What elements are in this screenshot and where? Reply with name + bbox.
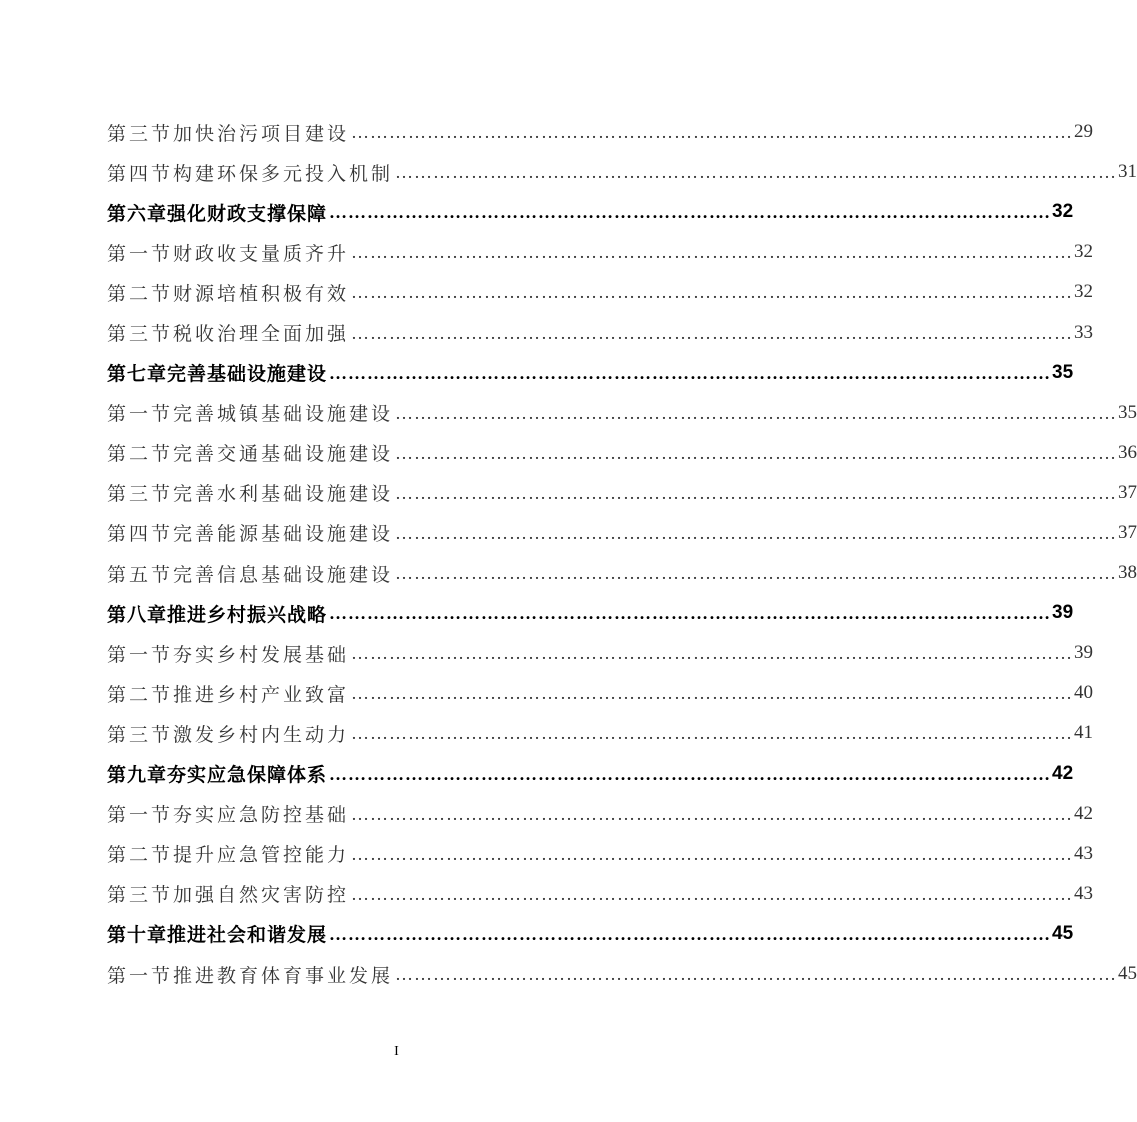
toc-entry-page: 42 — [1052, 762, 1074, 784]
toc-leader-dots: …………………………………………………………………………………………………… — [351, 122, 1074, 143]
toc-leader-dots: …………………………………………………………………………………………………… — [395, 162, 1118, 183]
toc-entry-page: 37 — [1118, 481, 1137, 503]
toc-section-entry[interactable] — [107, 272, 1094, 312]
toc-entry-title: 加强自然灾害防控 — [173, 884, 350, 907]
toc-entry-number: 第三节 — [107, 884, 174, 907]
toc-section-entry[interactable] — [107, 553, 1137, 593]
toc-entry-title: 夯实应急防控基础 — [173, 804, 350, 827]
toc-entry-number: 第一节 — [107, 643, 174, 666]
toc-entry-title: 夯实乡村发展基础 — [173, 643, 350, 666]
toc-entry-title: 完善交通基础设施建设 — [173, 443, 394, 466]
toc-section-entry[interactable] — [107, 112, 1094, 152]
toc-entry-title: 完善水利基础设施建设 — [173, 483, 394, 506]
toc-entry-title: 推进社会和谐发展 — [167, 924, 328, 947]
toc-leader-dots: …………………………………………………………………………………………………… — [351, 322, 1074, 343]
toc-entry-page: 31 — [1118, 161, 1137, 183]
toc-section-entry[interactable] — [107, 713, 1094, 753]
toc-entry-number: 第三节 — [107, 483, 174, 506]
toc-leader-dots: …………………………………………………………………………………………………… — [351, 723, 1074, 744]
toc-entry-number: 第八章 — [107, 603, 168, 626]
toc-entry-title: 加快治污项目建设 — [173, 122, 350, 145]
toc-leader-dots: …………………………………………………………………………………………………… — [329, 763, 1052, 784]
toc-leader-dots: …………………………………………………………………………………………………… — [351, 242, 1074, 263]
page-number-footer: I — [394, 1044, 399, 1059]
toc-entry-number: 第九章 — [107, 764, 168, 787]
toc-entry-page: 32 — [1074, 241, 1094, 263]
toc-entry-page: 39 — [1074, 642, 1094, 664]
toc-entry-title: 构建环保多元投入机制 — [173, 162, 394, 185]
toc-entry-title: 财源培植积极有效 — [173, 282, 350, 305]
toc-leader-dots: …………………………………………………………………………………………………… — [351, 643, 1074, 664]
toc-entry-number: 第四节 — [107, 523, 174, 546]
toc-section-entry[interactable] — [107, 393, 1137, 433]
toc-entry-number: 第七章 — [107, 363, 168, 386]
toc-entry-title: 激发乡村内生动力 — [173, 723, 350, 746]
toc-entry-page: 37 — [1118, 521, 1137, 543]
toc-entry-number: 第十章 — [107, 924, 168, 947]
toc-section-entry[interactable] — [107, 473, 1137, 513]
toc-entry-number: 第三节 — [107, 723, 174, 746]
toc-entry-title: 强化财政支撑保障 — [167, 202, 328, 225]
toc-section-entry[interactable] — [107, 152, 1137, 192]
toc-entry-title: 完善信息基础设施建设 — [173, 563, 394, 586]
toc-entry-number: 第二节 — [107, 844, 174, 867]
toc-entry-page: 29 — [1074, 121, 1094, 143]
toc-entry-page: 33 — [1074, 321, 1094, 343]
toc-entry-title: 完善基础设施建设 — [167, 363, 328, 386]
toc-entry-page: 35 — [1052, 361, 1074, 383]
toc-entry-number: 第二节 — [107, 282, 174, 305]
toc-entry-page: 32 — [1074, 281, 1094, 303]
toc-chapter-entry[interactable] — [107, 593, 1074, 633]
toc-section-entry[interactable] — [107, 673, 1094, 713]
toc-section-entry[interactable] — [107, 513, 1137, 553]
toc-entry-title: 财政收支量质齐升 — [173, 242, 350, 265]
toc-entry-number: 第一节 — [107, 804, 174, 827]
toc-chapter-entry[interactable] — [107, 914, 1074, 954]
toc-entry-number: 第二节 — [107, 683, 174, 706]
toc-entry-title: 完善城镇基础设施建设 — [173, 403, 394, 426]
toc-chapter-entry[interactable] — [107, 754, 1074, 794]
toc-leader-dots: …………………………………………………………………………………………………… — [351, 282, 1074, 303]
toc-entry-page: 35 — [1118, 401, 1137, 423]
toc-entry-page: 39 — [1052, 602, 1074, 624]
toc-leader-dots: …………………………………………………………………………………………………… — [329, 202, 1052, 223]
toc-section-entry[interactable] — [107, 794, 1094, 834]
toc-leader-dots: …………………………………………………………………………………………………… — [395, 402, 1118, 423]
toc-entry-title: 推进乡村产业致富 — [173, 683, 350, 706]
toc-chapter-entry[interactable] — [107, 353, 1074, 393]
toc-leader-dots: …………………………………………………………………………………………………… — [329, 362, 1052, 383]
toc-entry-page: 38 — [1118, 562, 1137, 584]
toc-entry-number: 第一节 — [107, 242, 174, 265]
toc-section-entry[interactable] — [107, 433, 1137, 473]
toc-section-entry[interactable] — [107, 232, 1094, 272]
toc-entry-page: 32 — [1052, 201, 1074, 223]
toc-leader-dots: …………………………………………………………………………………………………… — [351, 803, 1074, 824]
toc-entry-page: 40 — [1074, 682, 1094, 704]
toc-leader-dots: …………………………………………………………………………………………………… — [351, 683, 1074, 704]
toc-section-entry[interactable] — [107, 874, 1094, 914]
toc-section-entry[interactable] — [107, 954, 1137, 994]
toc-entry-number: 第一节 — [107, 403, 174, 426]
toc-leader-dots: …………………………………………………………………………………………………… — [395, 964, 1118, 985]
toc-entry-number: 第四节 — [107, 162, 174, 185]
toc-leader-dots: …………………………………………………………………………………………………… — [395, 482, 1118, 503]
toc-entry-title: 推进教育体育事业发展 — [173, 964, 394, 987]
toc-leader-dots: …………………………………………………………………………………………………… — [395, 442, 1118, 463]
toc-entry-page: 36 — [1118, 441, 1137, 463]
table-of-contents — [107, 112, 1137, 994]
toc-leader-dots: …………………………………………………………………………………………………… — [395, 522, 1118, 543]
toc-leader-dots: …………………………………………………………………………………………………… — [351, 883, 1074, 904]
toc-entry-title: 推进乡村振兴战略 — [167, 603, 328, 626]
toc-entry-number: 第三节 — [107, 122, 174, 145]
toc-section-entry[interactable] — [107, 312, 1094, 352]
toc-entry-page: 41 — [1074, 722, 1094, 744]
toc-entry-page: 42 — [1074, 802, 1094, 824]
toc-entry-page: 45 — [1052, 922, 1074, 944]
toc-chapter-entry[interactable] — [107, 192, 1074, 232]
toc-entry-number: 第五节 — [107, 563, 174, 586]
toc-entry-title: 完善能源基础设施建设 — [173, 523, 394, 546]
toc-entry-number: 第二节 — [107, 443, 174, 466]
toc-entry-page: 45 — [1118, 963, 1137, 985]
toc-entry-title: 提升应急管控能力 — [173, 844, 350, 867]
toc-leader-dots: …………………………………………………………………………………………………… — [395, 563, 1118, 584]
toc-entry-number: 第三节 — [107, 323, 174, 346]
toc-leader-dots: …………………………………………………………………………………………………… — [329, 923, 1052, 944]
toc-entry-title: 税收治理全面加强 — [173, 323, 350, 346]
toc-leader-dots: …………………………………………………………………………………………………… — [329, 603, 1052, 624]
toc-entry-page: 43 — [1074, 842, 1094, 864]
toc-entry-page: 43 — [1074, 882, 1094, 904]
toc-section-entry[interactable] — [107, 834, 1094, 874]
toc-leader-dots: …………………………………………………………………………………………………… — [351, 843, 1074, 864]
toc-entry-number: 第六章 — [107, 202, 168, 225]
toc-entry-number: 第一节 — [107, 964, 174, 987]
toc-entry-title: 夯实应急保障体系 — [167, 764, 328, 787]
toc-section-entry[interactable] — [107, 633, 1094, 673]
